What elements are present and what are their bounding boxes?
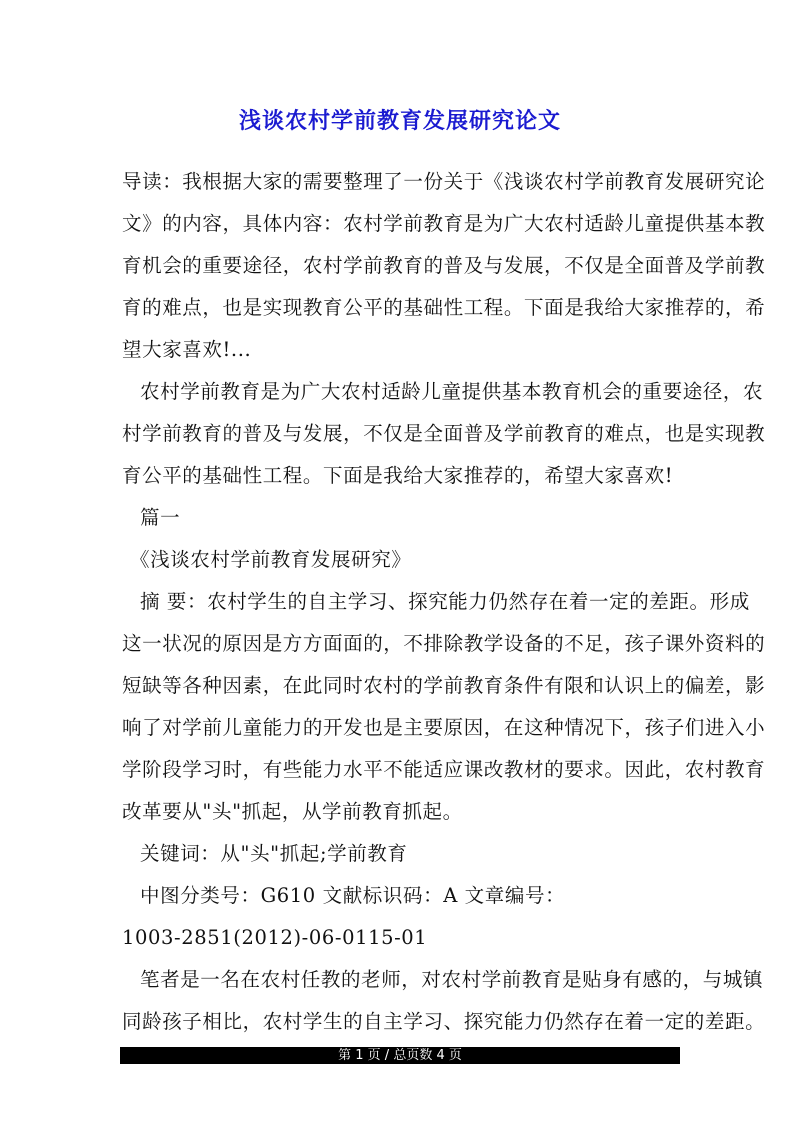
text-line: 《浅谈农村学前教育发展研究》	[130, 548, 412, 571]
text-line: 村学前教育的普及与发展，不仅是全面普及学前教育的难点，也是实现教	[122, 422, 766, 445]
text-line: 这一状况的原因是方方面面的，不排除教学设备的不足，孩子课外资料的	[122, 632, 766, 655]
document-body	[122, 161, 766, 1043]
text-line: 导读：我根据大家的需要整理了一份关于《浅谈农村学前教育发展研究论	[122, 170, 766, 193]
text-line: 短缺等各种因素，在此同时农村的学前教育条件有限和认识上的偏差，影	[122, 674, 766, 697]
text-line: 望大家喜欢!...	[122, 338, 252, 361]
text-line: 改革要从"头"抓起，从学前教育抓起。	[122, 800, 463, 823]
text-line: 学阶段学习时，有些能力水平不能适应课改教材的要求。因此，农村教育	[122, 758, 766, 781]
text-line: 关键词：从"头"抓起;学前教育	[140, 842, 408, 865]
text-line: 篇一	[140, 506, 181, 529]
text-line: 1003-2851(2012)-06-0115-01	[122, 926, 428, 949]
document-title: 浅谈农村学前教育发展研究论文	[238, 109, 561, 134]
text-line: 育机会的重要途径，农村学前教育的普及与发展，不仅是全面普及学前教	[122, 254, 766, 277]
text-line: 文》的内容，具体内容：农村学前教育是为广大农村适龄儿童提供基本教	[122, 212, 766, 235]
text-line: 摘 要：农村学生的自主学习、探究能力仍然存在着一定的差距。形成	[140, 590, 750, 613]
text-line: 农村学前教育是为广大农村适龄儿童提供基本教育机会的重要途径，农	[140, 380, 764, 403]
text-line: 育公平的基础性工程。下面是我给大家推荐的，希望大家喜欢!	[122, 464, 674, 487]
text-line: 育的难点，也是实现教育公平的基础性工程。下面是我给大家推荐的，希	[122, 296, 766, 319]
text-line: 响了对学前儿童能力的开发也是主要原因，在这种情况下，孩子们进入小	[122, 716, 766, 739]
text-line: 笔者是一名在农村任教的老师，对农村学前教育是贴身有感的，与城镇	[140, 968, 764, 991]
page-footer: 第 1 页 / 总页数 4 页	[120, 1047, 680, 1064]
text-line: 同龄孩子相比，农村学生的自主学习、探究能力仍然存在着一定的差距。	[122, 1010, 766, 1033]
text-line: 中图分类号：G610 文献标识码：A 文章编号：	[140, 884, 566, 907]
